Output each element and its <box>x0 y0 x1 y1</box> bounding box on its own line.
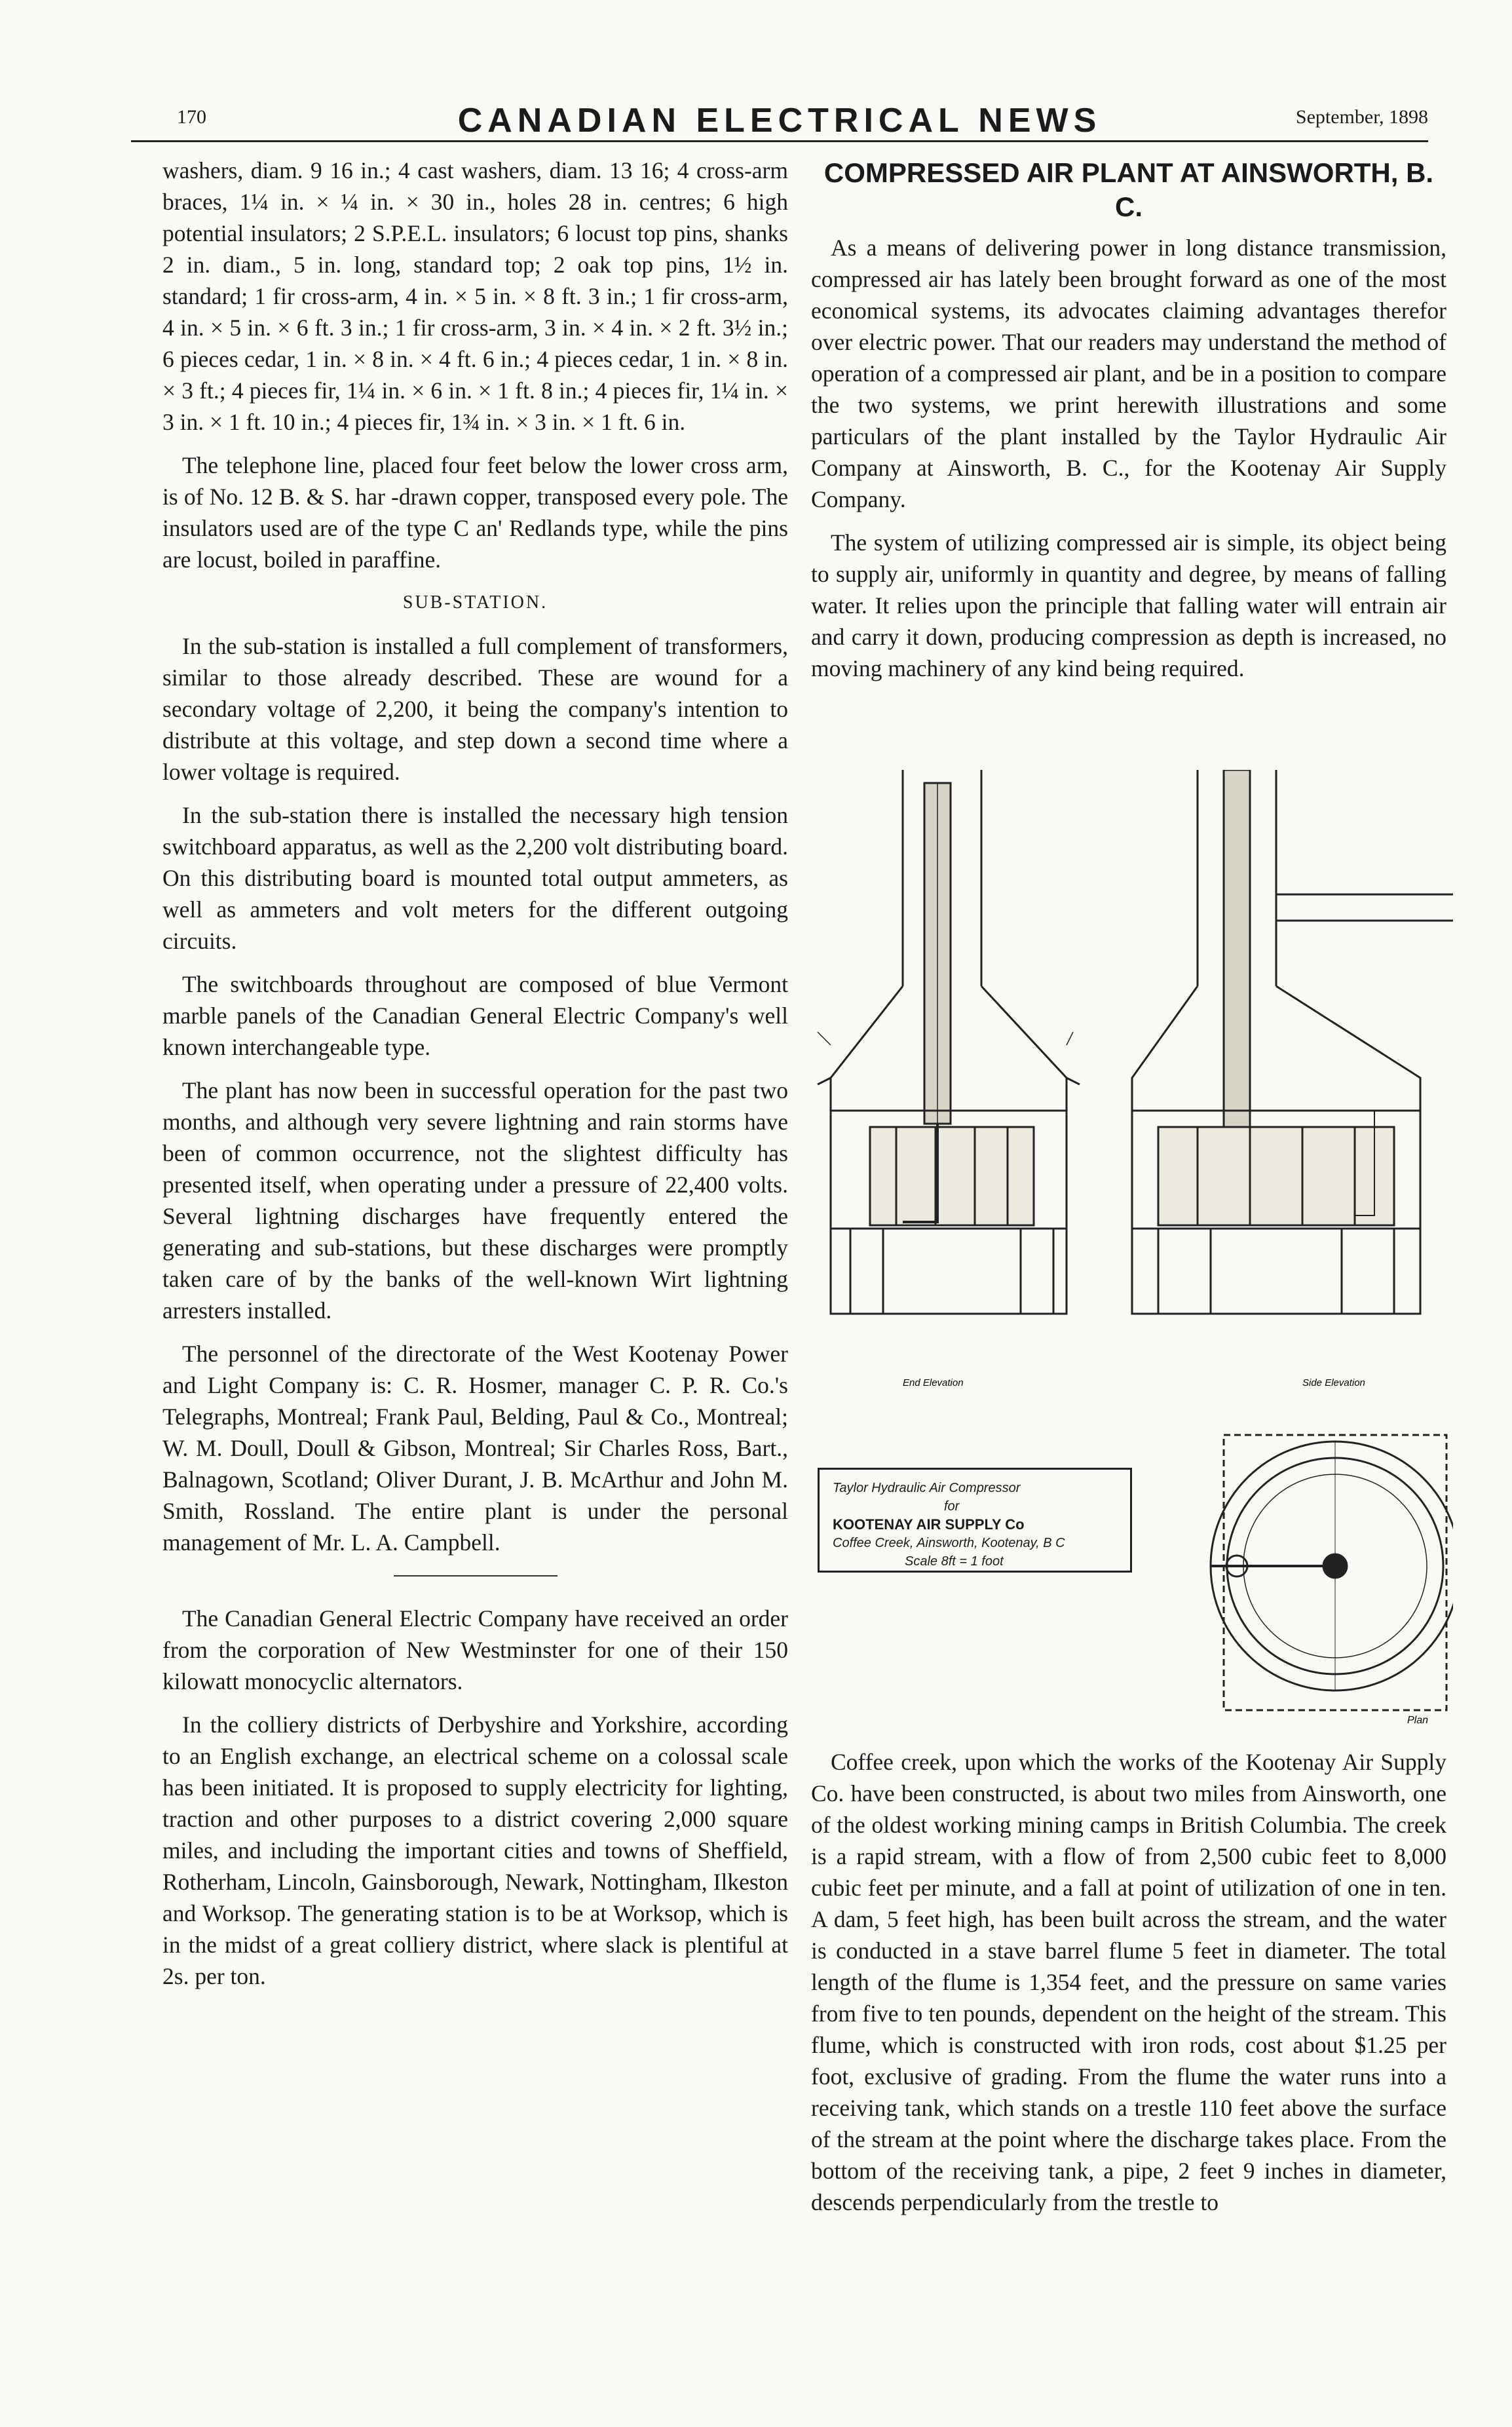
paragraph: The plant has now been in successful operation for the past two months, and although very severe lightning and rain storms have been of common occurrence, not the slightest difficulty has presented itself, when operating under a pressure of 22,400 volts. Several lightning discharges have frequently entered the generating and sub-stations, but these discharges were promptly taken care of by the banks of the well-known Wirt lightning arresters installed. <box>162 1077 788 1324</box>
paragraph: The Canadian General Electric Company have received an order from the corporation of New Westminster for one of their 150 kilowatt monocyclic alternators. <box>162 1605 788 1694</box>
section-heading: SUB-STATION. <box>402 592 548 613</box>
caption-line: for <box>944 1499 960 1514</box>
article-title: COMPRESSED AIR PLANT AT AINSWORTH, B. C. <box>823 157 1434 222</box>
publication-title: CANADIAN ELECTRICAL NEWS <box>457 102 1102 140</box>
plan-label: Plan <box>1407 1715 1429 1726</box>
right-column-bottom <box>811 1746 1446 2230</box>
side-elevation-drawing <box>1132 770 1453 1314</box>
paragraph: The system of utilizing compressed air is simple, its object being to supply air, uniformly in quantity and degree, by means of falling water. It relies upon the principle that falling water will entrain air and carry it down, producing compression as depth is increased, no moving machinery of any kind being required. <box>811 529 1446 681</box>
side-elevation-label: Side Elevation <box>1302 1377 1365 1388</box>
issue-date: September, 1898 <box>1295 106 1428 128</box>
page-number: 170 <box>177 106 206 128</box>
paragraph: washers, diam. 9 16 in.; 4 cast washers, diam. 13 16; 4 cross-arm braces, 1¼ in. × ¼ in. × 30 in., holes 28 in. centres; 6 high potential insulators; 2 S.P.E.L. insulators; 6 locust top pins, shanks 2 in. diam., 5 in. long, standard top; 2 oak top pins, 1½ in. standard; 1 fir cross-arm, 4 in. × 5 in. × 8 ft. 3 in.; 1 fir cross-arm, 4 in. × 5 in. × 6 ft. 3 in.; 1 fir cross-arm, 3 in. × 4 in. × 2 ft. 3½ in.; 6 pieces cedar, 1 in. × 8 in. × 4 ft. 6 in.; 4 pieces cedar, 1 in. × 8 in. × 3 ft.; 4 pieces fir, 1¼ in. × 6 in. × 1 ft. 8 in.; 4 pieces fir, 1¼ in. × 3 in. × 1 ft. 10 in.; 4 pieces fir, 1¾ in. × 3 in. × 1 ft. 6 in. <box>162 157 788 435</box>
article-divider <box>394 1575 558 1577</box>
end-elevation-label: End Elevation <box>903 1377 964 1388</box>
end-elevation-drawing <box>818 770 1080 1314</box>
caption-line: KOOTENAY AIR SUPPLY Co <box>833 1516 1025 1533</box>
paragraph: As a means of delivering power in long distance transmission, compressed air has lately been brought forward as one of the most economical systems, its advocates claiming advantages therefor over electric power. That our readers may understand the method of operation of a compressed air plant, and be in a position to compare the two systems, we print herewith illustrations and some particulars of the plant installed by the Taylor Hydraulic Air Company at Ainsworth, B. C., for the Kootenay Air Supply Company. <box>811 235 1446 512</box>
caption-line: Scale 8ft = 1 foot <box>905 1554 1004 1569</box>
paragraph: The personnel of the directorate of the West Kootenay Power and Light Company is: C. R. Hosmer, manager C. P. R. Co.'s Telegraphs, Montreal; Frank Paul, Belding, Paul & Co., Montreal; W. M. Doull, Doull & Gibson, Montreal; Sir Charles Ross, Bart., Balnagown, Scotland; Oliver Durant, J. B. McArthur and John M. Smith, Rossland. The entire plant is under the personal management of Mr. L. A. Campbell. <box>162 1341 788 1556</box>
caption-line: Coffee Creek, Ainsworth, Kootenay, B C <box>833 1536 1065 1550</box>
header-rule <box>131 140 1428 142</box>
left-column <box>162 155 788 2004</box>
paragraph: In the sub-station is installed a full complement of transformers, similar to those already described. These are wound for a secondary voltage of 2,200, it being the company's intention to distribute at this voltage, and step down a second time where a lower voltage is required. <box>162 633 788 785</box>
page-header <box>131 98 1428 144</box>
paragraph: In the colliery districts of Derbyshire and Yorkshire, according to an English exchange, an electrical scheme on a colossal scale has been initiated. It is proposed to supply electricity for lighting, traction and other purposes to a district covering 2,000 square miles, and including the important cities and towns of Sheffield, Rotherham, Lincoln, Gainsborough, Newark, Nottingham, Ilkeston and Worksop. The generating station is to be at Worksop, which is in the midst of a great colliery district, where slack is plentiful at 2s. per ton. <box>162 1711 788 1989</box>
caption-line: Taylor Hydraulic Air Compressor <box>833 1481 1021 1495</box>
compressor-elevation-drawing <box>804 770 1453 1389</box>
paragraph: The switchboards throughout are composed of blue Vermont marble panels of the Canadian General Electric Company's well known interchangeable type. <box>162 971 788 1060</box>
figure-caption-box <box>818 1468 1132 1573</box>
paragraph: The telephone line, placed four feet below the lower cross arm, is of No. 12 B. & S. har -drawn copper, transposed every pole. The insulators used are of the type C an' Redlands type, while the pins are locust, boiled in paraffine. <box>162 452 788 573</box>
paragraph: In the sub-station there is installed the necessary high tension switchboard apparatus, as well as the 2,200 volt distributing board. On this distributing board is mounted total output ammeters, as well as ammeters and volt meters for the different outgoing circuits. <box>162 802 788 954</box>
right-column-top <box>811 152 1446 696</box>
paragraph: Coffee creek, upon which the works of the Kootenay Air Supply Co. have been constructed, is about two miles from Ainsworth, one of the oldest working mining camps in British Columbia. The creek is a rapid stream, with a flow of from 2,500 cubic feet to 8,000 cubic feet per minute, and a fall at point of utilization of one in ten. A dam, 5 feet high, has been built across the stream, and the water is conducted in a stave barrel flume 5 feet in diameter. The total length of the flume is 1,354 feet, and the pressure on same varies from five to ten pounds, dependent on the height of the stream. This flume, which is constructed with iron rods, cost about $1.25 per foot, exclusive of grading. From the flume the water runs into a receiving tank, which stands on a trestle 110 feet above the surface of the stream at the point where the discharge takes place. From the bottom of the receiving tank, a pipe, 2 feet 9 inches in diameter, descends perpendicularly from the trestle to <box>811 1749 1446 2215</box>
